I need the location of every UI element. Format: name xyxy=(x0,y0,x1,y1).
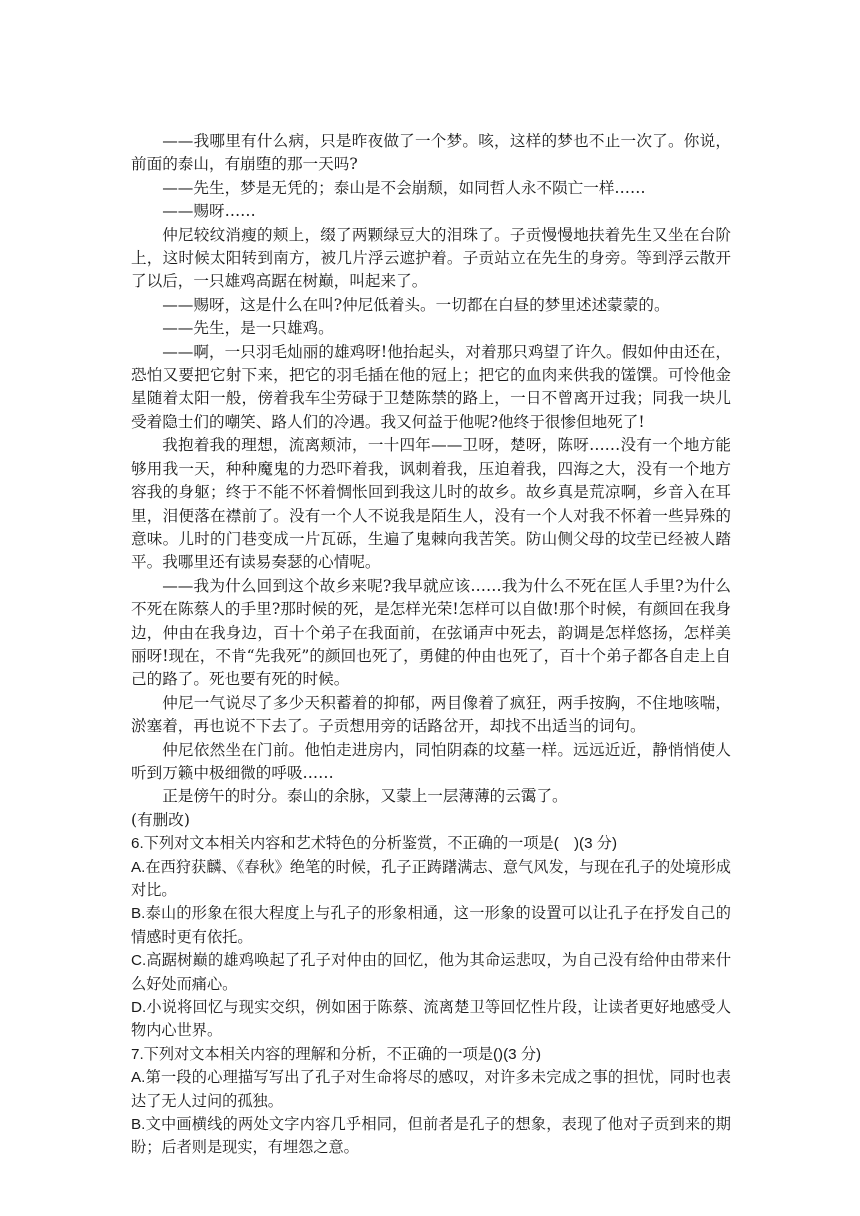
question-6-option-b: B.泰山的形象在很大程度上与孔子的形象相通，这一形象的设置可以让孔子在抒发自己的情感时更有依托。 xyxy=(131,905,731,946)
question-6-option-a: A.在西狩获麟、《春秋》绝笔的时候，孔子正踌躇满志、意气风发，与现在孔子的处境形成对比。 xyxy=(131,858,731,899)
source-note: (有删改) xyxy=(131,810,190,829)
passage-paragraph-6: ——先生，是一只雄鸡。 xyxy=(162,319,334,338)
question-6-option-c: C.高踞树巅的雄鸡唤起了孔子对仲由的回忆，他为其命运悲叹，为自己没有给仲由带来什么好处而痛心。 xyxy=(131,952,731,993)
passage-paragraph-3: ——赐呀…… xyxy=(162,202,256,221)
passage-paragraph-9: ——我为什么回到这个故乡来呢?我早就应该……我为什么不死在匡人手里?为什么不死在陈蔡人的手里?那时候的死，是怎样光荣!怎样可以自做!那个时候，有颜回在我身边，仲由在我身边，百十个弟子在我面前，在弦诵声中死去，韵调是怎样悠扬，怎样美丽呀!现在，不肯“先我死”的颜回也死了，勇健的仲由也死了，百十个弟子都各自走上自己的路了。死也要有死的时候。 xyxy=(131,576,731,689)
question-7-option-b: B.文中画横线的两处文字内容几乎相同，但前者是孔子的想象，表现了他对子贡到来的期盼；后者则是现实，有埋怨之意。 xyxy=(131,1116,731,1157)
passage-paragraph-7: ——啊，一只羽毛灿丽的雄鸡呀!他抬起头，对着那只鸡望了许久。假如仲由还在，恐怕又要把它射下来，把它的羽毛插在他的冠上；把它的血肉来供我的馐馔。可怜他金星随着太阳一般，傍着我车尘劳碌于卫楚陈禁的路上，一日不曾离开过我；同我一块儿受着隐士们的嘲笑、路人们的冷遇。我又何益于他呢?他终于很惨但地死了! xyxy=(131,342,731,431)
question-7-stem: 7.下列对文本相关内容的理解和分析，不正确的一项是()(3 分) xyxy=(131,1045,542,1063)
passage-paragraph-11: 仲尼依然坐在门前。他怕走进房内，同怕阴森的坟墓一样。远远近近，静悄悄使人听到万籁中极细微的呼吸…… xyxy=(131,740,731,782)
passage-paragraph-10: 仲尼一气说尽了多少天积蓄着的抑郁，两目像着了疯狂，两手按胸，不住地咳喘，淤塞着，再也说不下去了。子贡想用旁的话路岔开，却找不出适当的词句。 xyxy=(131,693,731,736)
passage-paragraph-1: ——我哪里有什么病，只是昨夜做了一个梦。咳，这样的梦也不止一次了。你说，前面的泰山，有崩堕的那一天吗? xyxy=(131,132,731,174)
passage-paragraph-4: 仲尼较纹消瘦的颊上，缀了两颗绿豆大的泪珠了。子贡慢慢地扶着先生又坐在台阶上，这时候太阳转到南方，被几片浮云遮护着。子贡站立在先生的身旁。等到浮云散开了以后，一只雄鸡高踞在树巅，叫起来了。 xyxy=(131,225,731,291)
question-7-option-a: A.第一段的心理描写写出了孔子对生命将尽的感叹，对许多未完成之事的担忧，同时也表达了无人过问的孤独。 xyxy=(131,1069,731,1110)
question-6-stem: 6.下列对文本相关内容和艺术特色的分析鉴赏，不正确的一项是( )(3 分) xyxy=(131,835,617,853)
question-6-option-d: D.小说将回忆与现实交织，例如困于陈蔡、流离楚卫等回忆性片段，让读者更好地感受人物内心世界。 xyxy=(131,999,731,1040)
passage-paragraph-12: 正是傍午的时分。泰山的余脉，又蒙上一层薄薄的云霭了。 xyxy=(162,787,568,806)
passage-paragraph-8: 我抱着我的理想，流离颊沛，一十四年——卫呀，楚呀，陈呀……没有一个地方能够用我一天，种种魔鬼的力恐吓着我，讽刺着我，压迫着我，四海之大，没有一个地方容我的身躯；终于不能不怀着惆怅回到我这儿时的故乡。故乡真是荒凉啊，乡音入在耳里，泪便落在襟前了。没有一个人不说我是陌生人，没有一个人对我不怀着一些异殊的意味。儿时的门巷变成一片瓦砾，生遍了鬼棘向我苦笑。防山侧父母的坟茔已经被人踏平。我哪里还有读易奏瑟的心情呢。 xyxy=(131,436,731,572)
passage-paragraph-5: ——赐呀，这是什么在叫?仲尼低着头。一切都在白昼的梦里述述蒙蒙的。 xyxy=(162,295,670,314)
passage-paragraph-2: ——先生，梦是无凭的；泰山是不会崩颓，如同哲人永不陨亡一样…… xyxy=(162,178,646,197)
document-page xyxy=(131,130,731,1160)
